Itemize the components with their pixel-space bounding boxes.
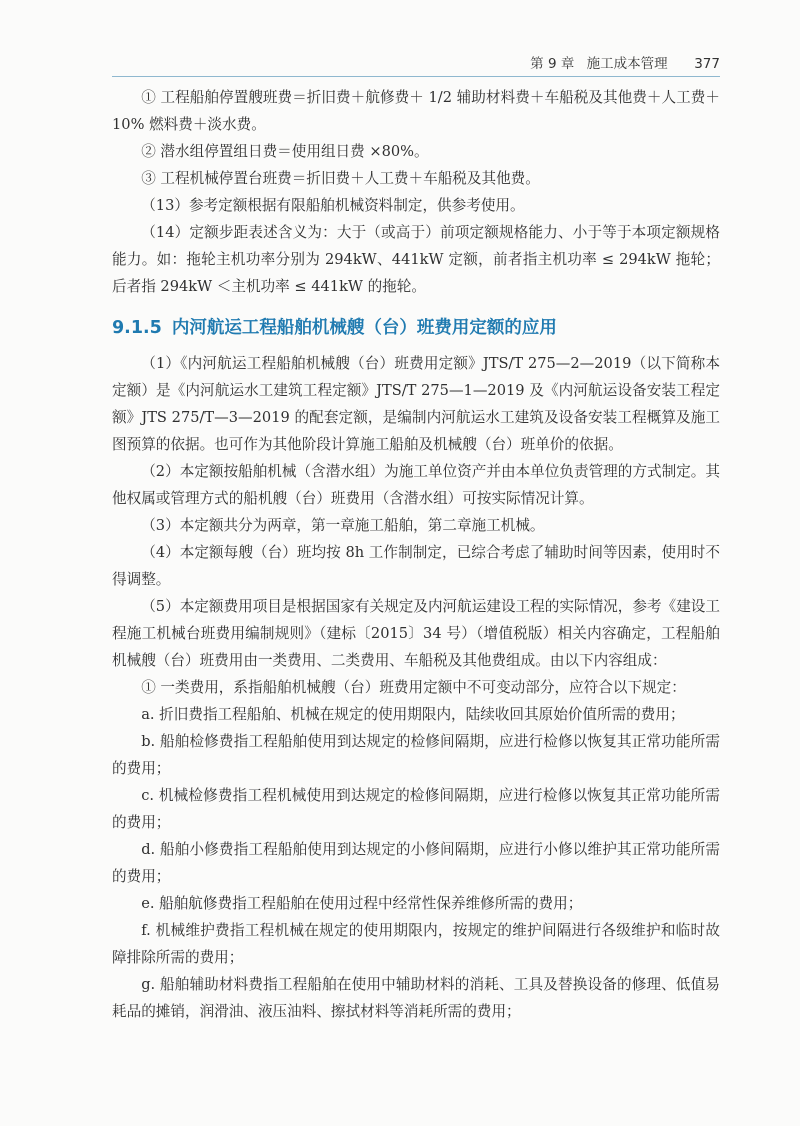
paragraph: （1）《内河航运工程船舶机械艘（台）班费用定额》JTS/T 275—2—2019（以下简称本定额）是《内河航运水工建筑工程定额》JTS/T 275—1—2019 及《内河航运设备安装工程定额》JTS 275/T—3—2019 的配套定额，是编制内河航运水工建筑及设备安装工程概算及施工图预算的依据。也可作为其他阶段计算施工船舶及机械艘（台）班单价的依据。: [112, 355, 720, 453]
paragraph: （14）定额步距表述含义为：大于（或高于）前项定额规格能力、小于等于本项定额规格能力。如：拖轮主机功率分别为 294kW、441kW 定额，前者指主机功率 ≤ 294kW 拖轮；后者指 294kW ＜主机功率 ≤ 441kW 的拖轮。: [112, 224, 720, 295]
paragraph: ③ 工程机械停置台班费＝折旧费＋人工费＋车船税及其他费。: [141, 170, 540, 187]
list-item: b. 船舶检修费指工程船舶使用到达规定的检修间隔期，应进行检修以恢复其正常功能所需的费用；: [112, 733, 720, 777]
paragraph: （13）参考定额根据有限船舶机械资料制定，供参考使用。: [141, 197, 525, 214]
list-item: g. 船舶辅助材料费指工程船舶在使用中辅助材料的消耗、工具及替换设备的修理、低值易耗品的摊销，润滑油、液压油料、擦拭材料等消耗所需的费用；: [112, 976, 720, 1020]
section-number: 9.1.5: [112, 318, 162, 338]
section-title: 内河航运工程船舶机械艘（台）班费用定额的应用: [171, 318, 557, 338]
body-text: [112, 84, 720, 1025]
list-item: c. 机械检修费指工程机械使用到达规定的检修间隔期，应进行检修以恢复其正常功能所需的费用；: [112, 787, 720, 831]
chapter-title: 施工成本管理: [586, 56, 668, 72]
paragraph: （3）本定额共分为两章，第一章施工船舶，第二章施工机械。: [141, 517, 545, 534]
paragraph: ① 一类费用，系指船舶机械艘（台）班费用定额中不可变动部分，应符合以下规定：: [141, 679, 686, 696]
paragraph: （5）本定额费用项目是根据国家有关规定及内河航运建设工程的实际情况，参考《建设工程施工机械台班费用编制规则》（建标〔2015〕34 号）（增值税版）相关内容确定，工程船舶机械艘（台）班费用由一类费用、二类费用、车船税及其他费组成。由以下内容组成：: [112, 598, 720, 669]
header-text: [530, 52, 720, 72]
section-heading: [112, 312, 720, 344]
paragraph: ① 工程船舶停置艘班费＝折旧费＋航修费＋ 1/2 辅助材料费＋车船税及其他费＋人工费＋ 10% 燃料费＋淡水费。: [112, 89, 720, 133]
paragraph: ② 潜水组停置组日费＝使用组日费 ×80%。: [141, 143, 429, 160]
list-item: a. 折旧费指工程船舶、机械在规定的使用期限内，陆续收回其原始价值所需的费用；: [141, 706, 685, 723]
list-item: d. 船舶小修费指工程船舶使用到达规定的小修间隔期，应进行小修以维护其正常功能所需的费用；: [112, 841, 720, 885]
running-header: [112, 50, 720, 77]
list-item: f. 机械维护费指工程机械在规定的使用期限内，按规定的维护间隔进行各级维护和临时故障排除所需的费用；: [112, 922, 720, 966]
list-item: e. 船舶航修费指工程船舶在使用过程中经常性保养维修所需的费用；: [141, 895, 583, 912]
page-number: 377: [694, 56, 720, 72]
paragraph: （2）本定额按船舶机械（含潜水组）为施工单位资产并由本单位负责管理的方式制定。其他权属或管理方式的船机艘（台）班费用（含潜水组）可按实际情况计算。: [112, 463, 720, 507]
chapter-label: 第 9 章: [530, 56, 575, 72]
paragraph: （4）本定额每艘（台）班均按 8h 工作制制定，已综合考虑了辅助时间等因素，使用时不得调整。: [112, 544, 720, 588]
